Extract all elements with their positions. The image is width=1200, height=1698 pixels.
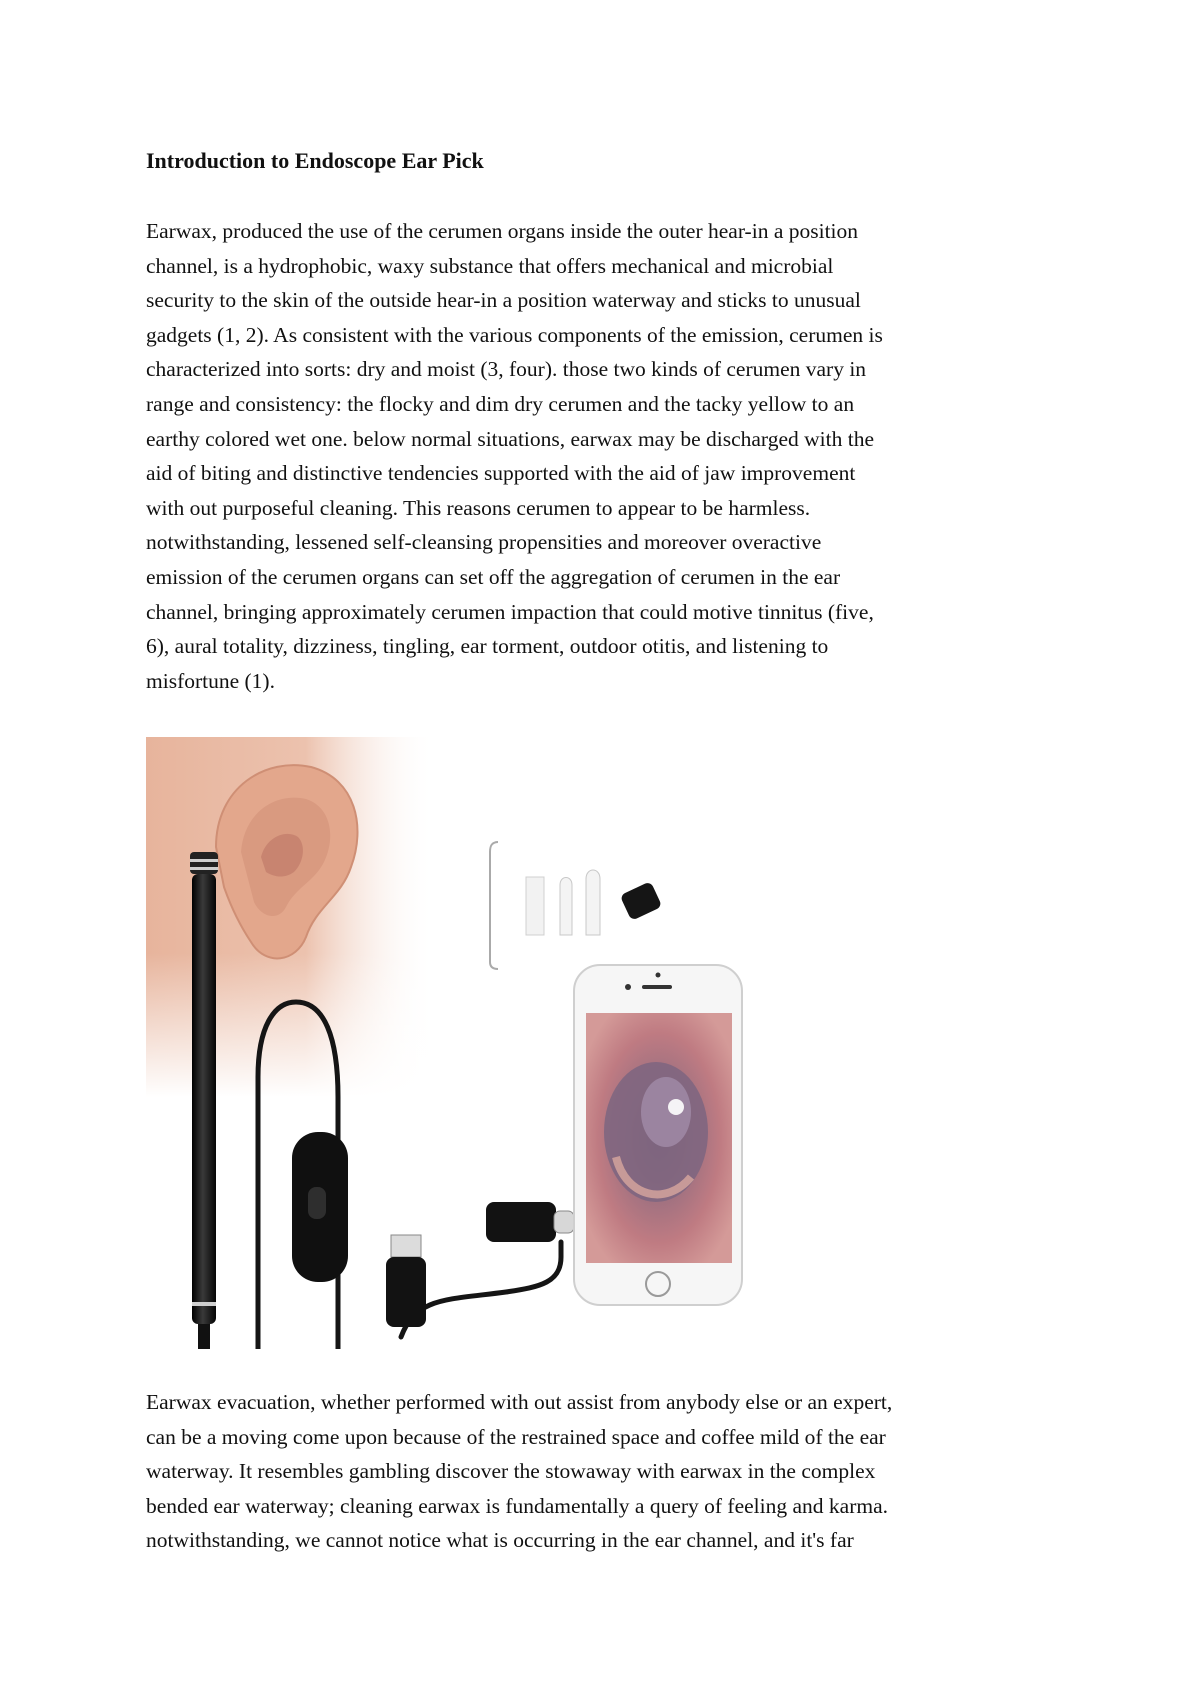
endoscope-rod [190, 852, 218, 1349]
usb-plug-micro [386, 1235, 426, 1327]
text-line: range and consistency: the flocky and dim dry cerumen and the tacky yellow to an [146, 391, 855, 416]
text-line: Earwax, produced the use of the cerumen organs inside the outer hear-in a position [146, 219, 859, 243]
text-line: security to the skin of the outside hear-in a position waterway and sticks to unusual [146, 288, 861, 313]
smartphone [574, 965, 742, 1305]
text-line: can be a moving come upon because of the restrained space and coffee mild of the ear [146, 1424, 886, 1449]
text-line: gadgets (1, 2). As consistent with the various components of the emission, cerumen is [146, 322, 883, 347]
text-line: emission of the cerumen organs can set off the aggregation of cerumen in the ear [146, 564, 841, 589]
text-line: bended ear waterway; cleaning earwax is fundamentally a query of feeling and karma. [146, 1493, 889, 1518]
text-line: aid of biting and distinctive tendencies supported with the aid of jaw improvement [146, 461, 856, 486]
text-line: 6), aural totality, dizziness, tingling, ear torment, outdoor otitis, and listening to [146, 634, 829, 659]
usb-plug-type-c [486, 1202, 574, 1242]
endoscope-ear-pick-product-photo [146, 737, 766, 1349]
text-line: misfortune (1). [146, 668, 275, 693]
document-heading: Introduction to Endoscope Ear Pick [146, 148, 484, 173]
paragraph-1 [146, 214, 1066, 698]
inline-controller [292, 1132, 348, 1282]
text-line: channel, is a hydrophobic, waxy substance that offers mechanical and microbial [146, 253, 834, 278]
text-line: channel, bringing approximately cerumen impaction that could motive tinnitus (five, [146, 599, 874, 624]
text-line: Earwax evacuation, whether performed with out assist from anybody else or an expert, [146, 1390, 893, 1414]
text-line: notwithstanding, we cannot notice what is occurring in the ear channel, and it's far [146, 1528, 854, 1553]
accessories [490, 842, 662, 969]
text-line: notwithstanding, lessened self-cleansing propensities and moreover overactive [146, 530, 822, 555]
text-line: earthy colored wet one. below normal situations, earwax may be discharged with the [146, 426, 874, 451]
paragraph-2 [146, 1385, 1066, 1558]
ear-photo [146, 737, 436, 1097]
text-line: with out purposeful cleaning. This reasons cerumen to appear to be harmless. [146, 495, 811, 520]
text-line: characterized into sorts: dry and moist (3, four). those two kinds of cerumen vary in [146, 357, 867, 382]
text-line: waterway. It resembles gambling discover the stowaway with earwax in the complex [146, 1459, 876, 1484]
